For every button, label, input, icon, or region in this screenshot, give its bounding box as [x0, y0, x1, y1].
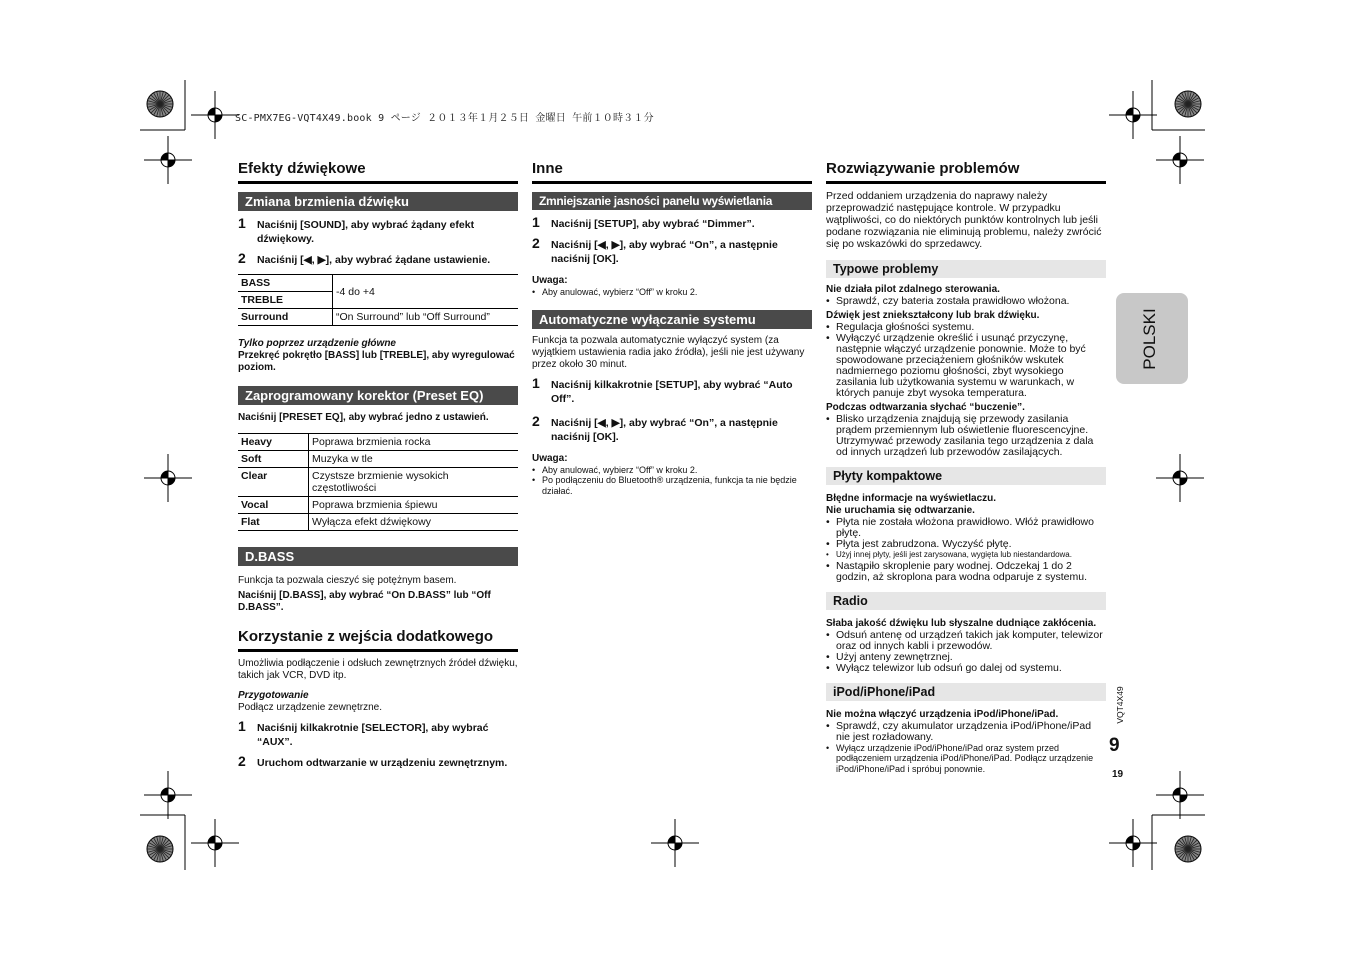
- note-text: Aby anulować, wybierz “Off” w kroku 2.: [542, 464, 698, 475]
- step: [238, 719, 518, 749]
- solution-text: Blisko urządzenia znajdują się przewody zasilania prądem przemiennym lub oświetlenie fluorescencyjne. Utrzymywać przewody zasilania tego urządzenia z dala od innych urządzeń lub przewodów zasilających.: [836, 413, 1094, 458]
- problem: Nie można włączyć urządzenia iPod/iPhone/iPad.: [826, 708, 1059, 720]
- step: [238, 754, 518, 770]
- note-item: • Aby anulować, wybierz “Off” w kroku 2.: [532, 287, 698, 297]
- step-text: Naciśnij kilkakrotnie [SELECTOR], aby wybrać “AUX”.: [257, 722, 489, 748]
- note-item: • Po podłączeniu do Bluetooth® urządzenia, funkcja ta nie będzie działać.: [532, 475, 812, 496]
- problem: Nie uruchamia się odtwarzanie.: [826, 505, 975, 516]
- note-bold: Przekręć pokrętło [BASS] lub [TREBLE], aby wyregulować poziom.: [238, 350, 515, 373]
- note-item: • Aby anulować, wybierz “Off” w kroku 2.: [532, 464, 698, 475]
- aux-title: Korzystanie z wejścia dodatkowego: [238, 628, 518, 652]
- registration-mark: [191, 91, 239, 139]
- solution-text: Sprawdź, czy bateria została prawidłowo włożona.: [836, 295, 1070, 307]
- registration-mark: [1156, 454, 1204, 502]
- table-key: Clear: [238, 468, 309, 497]
- ipod-bar: iPod/iPhone/iPad: [826, 683, 1106, 701]
- step-text: Naciśnij [◀, ▶], aby wybrać “On”, a następnie naciśnij [OK].: [551, 416, 778, 443]
- solution-text: Płyta nie została włożona prawidłowo. Włóż prawidłowo płytę.: [836, 516, 1094, 539]
- section-title: Inne: [532, 160, 812, 184]
- step: [532, 376, 812, 406]
- solution: • Płyta jest zabrudzona. Wyczyść płytę.: [826, 538, 1012, 550]
- dbass-bar: D.BASS: [238, 547, 518, 566]
- table-key: Heavy: [238, 434, 309, 451]
- solution: • Sprawdź, czy bateria została prawidłowo włożona.: [826, 295, 1070, 307]
- step-text: Naciśnij [◀, ▶], aby wybrać żądane ustawienie.: [257, 254, 491, 266]
- registration-mark: [144, 136, 192, 184]
- note-text: Po podłączeniu do Bluetooth® urządzenia, funkcja ta nie będzie działać.: [542, 475, 797, 496]
- registration-mark: [1156, 136, 1204, 184]
- solution-text: Wyłącz telewizor lub odsuń go dalej od systemu.: [836, 661, 1062, 674]
- solution-text: Użyj innej płyty, jeśli jest zarysowana, wygięta lub niestandardowa.: [836, 550, 1072, 559]
- language-tab: [1116, 293, 1188, 384]
- step: [532, 215, 812, 231]
- solution: • Blisko urządzenia znajdują się przewody zasilania prądem przemiennym lub oświetlenie fluorescencyjne. Utrzymywać przewody zasilania tego urządzenia z dala od innych urządzeń lub przewodów zasilających.: [826, 414, 1106, 458]
- table-key: Surround: [238, 309, 333, 326]
- step-text: Naciśnij [◀, ▶], aby wybrać “On”, a następnie naciśnij [OK].: [551, 239, 778, 265]
- solution: • Nastąpiło skroplenie pary wodnej. Odczekaj 1 do 2 godzin, aż skroplona para wodna odparuje z systemu.: [826, 561, 1106, 583]
- solution-text: Wyłączyć urządzenie określić i usunąć przyczynę, następnie włączyć urządzenie ponownie. Może to być spowodowane przeciążeniem głośników wskutek nadmiernego poziomu głośności, zbyt wysokiego zasilania lub użytkowania systemu w warunkach, w których panuje zbyt wysoka temperatura.: [836, 332, 1086, 399]
- table-value: Czystsze brzmienie wysokich częstotliwości: [309, 468, 519, 497]
- color-rosette: [1175, 91, 1201, 117]
- solution-text: Płyta jest zabrudzona. Wyczyść płytę.: [836, 538, 1012, 550]
- table-value: -4 do +4: [333, 275, 519, 309]
- step-number: 2: [532, 235, 540, 251]
- step-number: 2: [238, 753, 246, 769]
- solution: • Użyj innej płyty, jeśli jest zarysowana, wygięta lub niestandardowa.: [826, 550, 1072, 559]
- note-text: Aby anulować, wybierz “Off” w kroku 2.: [542, 287, 698, 297]
- section-title: Rozwiązywanie problemów: [826, 160, 1106, 184]
- aux-text: Umożliwia podłączenie i odsłuch zewnętrznych źródeł dźwięku, takich jak VCR, DVD itp.: [238, 658, 518, 681]
- registration-mark: [1109, 91, 1157, 139]
- step-number: 1: [532, 374, 540, 391]
- color-rosette: [147, 91, 173, 117]
- solution: • Regulacja głośności systemu.: [826, 321, 975, 333]
- step: [238, 251, 518, 267]
- solution: • Sprawdź, czy akumulator urządzenia iPod/iPhone/iPad nie jest rozładowany.: [826, 721, 1106, 743]
- table-value: Wyłącza efekt dźwiękowy: [309, 514, 519, 531]
- registration-mark: [144, 771, 192, 819]
- step-text: Naciśnij [SOUND], aby wybrać żądany efekt dźwiękowy.: [257, 219, 475, 245]
- registration-mark: [651, 819, 699, 867]
- registration-mark: [1109, 819, 1157, 867]
- registration-mark: [144, 454, 192, 502]
- step: [238, 216, 518, 246]
- dbass-instruction: Naciśnij [D.BASS], aby wybrać “On D.BASS” lub “Off D.BASS”.: [238, 590, 491, 613]
- step: [532, 236, 812, 266]
- table-key: Soft: [238, 451, 309, 468]
- table-key: Vocal: [238, 497, 309, 514]
- solution: • Odsuń antenę od urządzeń takich jak komputer, telewizor oraz od innych kabli i przewodów.: [826, 630, 1106, 652]
- page-number-small: 19: [1112, 769, 1124, 780]
- solution: • Wyłącz telewizor lub odsuń go dalej od systemu.: [826, 661, 1062, 674]
- cd-bar: Płyty kompaktowe: [826, 467, 1106, 485]
- column-sound-effects: [238, 160, 518, 770]
- solution-text: Wyłącz urządzenie iPod/iPhone/iPad oraz system przed podłączeniem urządzenia iPod/iPhone/iPad. Podłącz urządzenie iPod/iPhone/iPad i spróbuj ponownie.: [836, 742, 1094, 774]
- preset-bar: Zaprogramowany korektor (Preset EQ): [238, 386, 518, 405]
- solution-text: Sprawdź, czy akumulator urządzenia iPod/iPhone/iPad nie jest rozładowany.: [836, 719, 1092, 743]
- color-rosette: [147, 836, 173, 862]
- registration-mark: [1156, 771, 1204, 819]
- radio-bar: Radio: [826, 592, 1106, 610]
- auto-off-bar: Automatyczne wyłączanie systemu: [532, 310, 812, 329]
- solution: • Wyłączyć urządzenie określić i usunąć przyczynę, następnie włączyć urządzenie ponownie. Może to być spowodowane przeciążeniem głośników wskutek nadmiernego poziomu głośności, zbyt wysokiego zasilania lub użytkowania systemu w warunkach, w których panuje zbyt wysoka temperatura.: [826, 333, 1106, 399]
- intro: Przed oddaniem urządzenia do naprawy należy przeprowadzić następujące kontrole. W przypadku wątpliwości, co do niektórych punktów kontrolnych lub jeśli podane rozwiązania nie eliminują problemu, należy zwrócić się po wskazówki do sprzedawcy.: [826, 190, 1102, 250]
- typical-bar: Typowe problemy: [826, 260, 1106, 278]
- problem: Słaba jakość dźwięku lub słyszalne dudniące zakłócenia.: [826, 617, 1097, 629]
- table-value: Muzyka w tle: [309, 451, 519, 468]
- note-label: Uwaga:: [532, 275, 568, 286]
- tone-table: [238, 274, 518, 326]
- file-header: SC-PMX7EG-VQT4X49.book 9 ページ ２０１３年１月２５日 金曜日 午前１０時３１分: [235, 113, 654, 124]
- solution: • Wyłącz urządzenie iPod/iPhone/iPad oraz system przed podłączeniem urządzenia iPod/iPhone/iPad. Podłącz urządzenie iPod/iPhone/iPad i spróbuj ponownie.: [826, 743, 1106, 775]
- step-text: Naciśnij kilkakrotnie [SETUP], aby wybrać “Auto Off”.: [551, 378, 793, 405]
- auto-off-text: Funkcja ta pozwala automatycznie wyłączyć system (za wyjątkiem ustawienia radia jako źródła), jeśli nie jest używany przez około 30 minut.: [532, 334, 805, 370]
- problem: Nie działa pilot zdalnego sterowania.: [826, 284, 1000, 295]
- language-tab-label: POLSKI: [1140, 308, 1159, 370]
- column-other: [532, 160, 812, 496]
- table-value: Poprawa brzmienia rocka: [309, 434, 519, 451]
- step: [532, 414, 812, 444]
- table-key: BASS: [238, 275, 333, 292]
- color-rosette: [1175, 836, 1201, 862]
- table-key: TREBLE: [238, 292, 333, 309]
- prep-label: Przygotowanie: [238, 690, 309, 701]
- step-text: Naciśnij [SETUP], aby wybrać “Dimmer”.: [551, 218, 755, 230]
- step-number: 2: [238, 250, 246, 266]
- model-code: VQT4X49: [1115, 686, 1125, 724]
- column-troubleshooting: [826, 160, 1106, 774]
- dbass-text: Funkcja ta pozwala cieszyć się potężnym basem.: [238, 575, 457, 586]
- solution: • Płyta nie została włożona prawidłowo. Włóż prawidłowo płytę.: [826, 517, 1106, 539]
- step-number: 1: [238, 215, 246, 231]
- preset-table: [238, 433, 518, 531]
- solution-text: Nastąpiło skroplenie pary wodnej. Odczekaj 1 do 2 godzin, aż skroplona para wodna odparuje z systemu.: [836, 559, 1087, 583]
- note-label: Uwaga:: [532, 452, 568, 464]
- table-value: “On Surround” lub “Off Surround”: [333, 309, 519, 326]
- section-title: Efekty dźwiękowe: [238, 160, 518, 184]
- tone-bar: Zmiana brzmienia dźwięku: [238, 192, 518, 211]
- problem: Podczas odtwarzania słychać “buczenie”.: [826, 402, 1025, 413]
- table-value: Poprawa brzmienia śpiewu: [309, 497, 519, 514]
- solution: • Użyj anteny zewnętrznej.: [826, 650, 953, 663]
- dimmer-bar: Zmniejszanie jasności panelu wyświetlania: [532, 192, 812, 210]
- solution-text: Regulacja głośności systemu.: [836, 321, 975, 333]
- note-italic: Tylko poprzez urządzenie główne: [238, 338, 396, 349]
- problem: Błędne informacje na wyświetlaczu.: [826, 493, 997, 504]
- prep-text: Podłącz urządzenie zewnętrzne.: [238, 702, 382, 713]
- step-text: Uruchom odtwarzanie w urządzeniu zewnętrznym.: [257, 757, 508, 769]
- step-number: 2: [532, 412, 540, 429]
- registration-mark: [191, 819, 239, 867]
- step-number: 1: [532, 214, 540, 230]
- page-number: 9: [1109, 735, 1120, 756]
- table-key: Flat: [238, 514, 309, 531]
- problem: Dźwięk jest zniekształcony lub brak dźwięku.: [826, 310, 1040, 321]
- step-number: 1: [238, 718, 246, 734]
- solution-text: Użyj anteny zewnętrznej.: [836, 650, 953, 663]
- solution-text: Odsuń antenę od urządzeń takich jak komputer, telewizor oraz od innych kabli i przewodów.: [836, 628, 1103, 652]
- preset-instruction: Naciśnij [PRESET EQ], aby wybrać jedno z ustawień.: [238, 412, 489, 423]
